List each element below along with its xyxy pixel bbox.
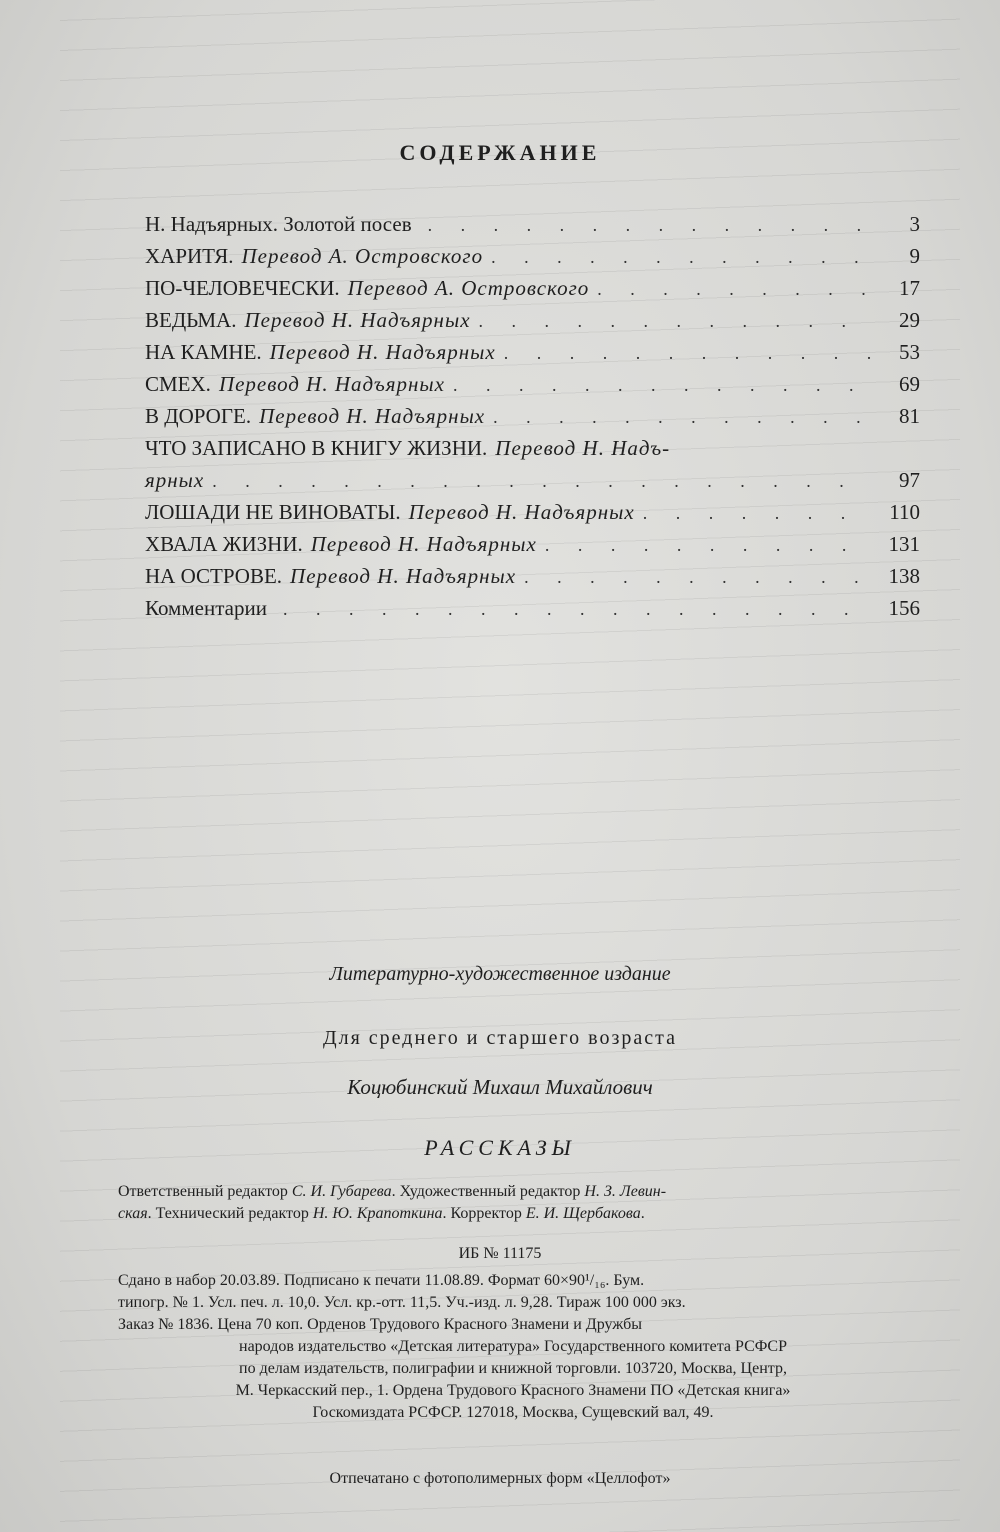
toc-entry-title: Н. Надъярных. Золотой посев [145, 212, 412, 236]
toc-entry-page-number: 3 [909, 212, 920, 236]
punctuation: . [640, 1205, 645, 1222]
dot-leader [493, 407, 872, 428]
toc-entry-title: В ДОРОГЕ. [145, 404, 252, 428]
editor-role: . Корректор [442, 1205, 526, 1222]
editors-line-2 [118, 1203, 908, 1225]
imprint-line: М. Черкасский пер., 1. Ордена Трудового Красного Знамени ПО «Детская книга» [235, 1382, 791, 1399]
printed-note: Отпечатано с фотополимерных форм «Целлофот» [329, 1470, 671, 1487]
toc-entry [145, 276, 920, 308]
book-title: РАССКАЗЫ [424, 1135, 576, 1160]
editor-role: Ответственный редактор [118, 1183, 292, 1200]
toc-entry [145, 308, 920, 340]
toc-entry-title: ВЕДЬМА. [145, 308, 237, 332]
age-group: Для среднего и старшего возраста [322, 1027, 678, 1049]
dot-leader [597, 279, 872, 300]
editor-name: Н. З. Левин- [584, 1183, 667, 1200]
edition-type: Литературно-художественное издание [329, 963, 671, 985]
toc-entry-translator: Перевод Н. Надъярных [218, 372, 445, 396]
toc-entry-page-number: 9 [909, 244, 920, 268]
toc-entry-translator: Перевод Н. Надъярных [244, 308, 471, 332]
toc-entry-page-number: 131 [888, 532, 920, 556]
toc-entry-translator: ярных [145, 468, 205, 492]
toc-entry-translator: Перевод А. Островского [241, 244, 484, 268]
toc-entry [145, 532, 920, 564]
dot-leader [545, 535, 872, 556]
imprint-block [118, 1270, 908, 1424]
dot-leader [428, 215, 872, 236]
toc-entry-translator: Перевод Н. Надъярных [290, 564, 517, 588]
toc-entry-page-number: 53 [899, 340, 920, 364]
toc-entry-title: ПО-ЧЕЛОВЕЧЕСКИ. [145, 276, 340, 300]
imprint-line: по делам издательств, полиграфии и книжной торговли. 103720, Москва, Центр, [239, 1360, 787, 1377]
toc-entry [145, 436, 920, 468]
dot-leader [524, 567, 872, 588]
toc-entry-title: ЛОШАДИ НЕ ВИНОВАТЫ. [145, 500, 401, 524]
dot-leader [643, 503, 872, 524]
toc-entry-translator: Перевод Н. Надъ- [495, 436, 671, 460]
toc-entry-title: НА ОСТРОВЕ. [145, 564, 283, 588]
imprint-line: Сдано в набор 20.03.89. Подписано к печати 11.08.89. Формат 60×90¹/₁₆. Бум. [118, 1272, 645, 1289]
editor-role: . Художественный редактор [391, 1183, 585, 1200]
editor-name: С. И. Губарева [291, 1183, 392, 1200]
table-of-contents [145, 212, 920, 628]
toc-entry-title: ХВАЛА ЖИЗНИ. [145, 532, 303, 556]
toc-entry-title: ЧТО ЗАПИСАНО В КНИГУ ЖИЗНИ. [145, 436, 488, 460]
editor-name: ская [118, 1205, 148, 1222]
imprint-line: Заказ № 1836. Цена 70 коп. Орденов Трудового Красного Знамени и Дружбы [118, 1316, 642, 1333]
imprint-line: народов издательство «Детская литература» Государственного комитета РСФСР [239, 1338, 787, 1355]
toc-entry-page-number: 156 [888, 596, 920, 620]
toc-entry [145, 212, 920, 244]
imprint-line: Госкомиздата РСФСР. 127018, Москва, Сущевский вал, 49. [312, 1404, 714, 1421]
toc-entry-translator: Перевод А. Островского [347, 276, 590, 300]
dot-leader [453, 375, 872, 396]
editor-role: . Технический редактор [147, 1205, 313, 1222]
editors-line-1 [118, 1181, 908, 1203]
toc-entry-title: НА КАМНЕ. [145, 340, 262, 364]
toc-entry-page-number: 138 [888, 564, 920, 588]
toc-entry-page-number: 110 [889, 500, 920, 524]
dot-leader [212, 471, 872, 492]
editor-name: Н. Ю. Крапоткина [312, 1205, 443, 1222]
imprint-line: типогр. № 1. Усл. печ. л. 10,0. Усл. кр.-отт. 11,5. Уч.-изд. л. 9,28. Тираж 100 000 экз. [118, 1294, 686, 1311]
toc-entry-page-number: 29 [899, 308, 920, 332]
toc-entry-page-number: 17 [899, 276, 920, 300]
toc-entry [145, 468, 920, 500]
dot-leader [283, 599, 872, 620]
toc-entry [145, 372, 920, 404]
editor-name: Е. И. Щербакова [525, 1205, 641, 1222]
toc-entry-translator: Перевод Н. Надъярных [269, 340, 496, 364]
dot-leader [491, 247, 872, 268]
toc-entry-page-number: 69 [899, 372, 920, 396]
dot-leader [479, 311, 872, 332]
toc-entry-title: ХАРИТЯ. [145, 244, 234, 268]
author-name: Коцюбинский Михаил Михайлович [347, 1075, 653, 1099]
toc-entry-translator: Перевод Н. Надъярных [259, 404, 486, 428]
toc-entry-title: Комментарии [145, 596, 267, 620]
toc-entry-page-number: 97 [899, 468, 920, 492]
ib-number: ИБ № 11175 [458, 1245, 542, 1262]
toc-entry [145, 500, 920, 532]
toc-entry [145, 244, 920, 276]
editors-credits [118, 1181, 908, 1225]
toc-entry-translator: Перевод Н. Надъярных [408, 500, 635, 524]
toc-entry [145, 404, 920, 436]
dot-leader [504, 343, 872, 364]
toc-entry-translator: Перевод Н. Надъярных [310, 532, 537, 556]
toc-entry [145, 340, 920, 372]
toc-entry-page-number: 81 [899, 404, 920, 428]
page-title: СОДЕРЖАНИЕ [399, 140, 601, 165]
toc-entry-title: СМЕХ. [145, 372, 211, 396]
toc-entry [145, 564, 920, 596]
toc-entry [145, 596, 920, 628]
